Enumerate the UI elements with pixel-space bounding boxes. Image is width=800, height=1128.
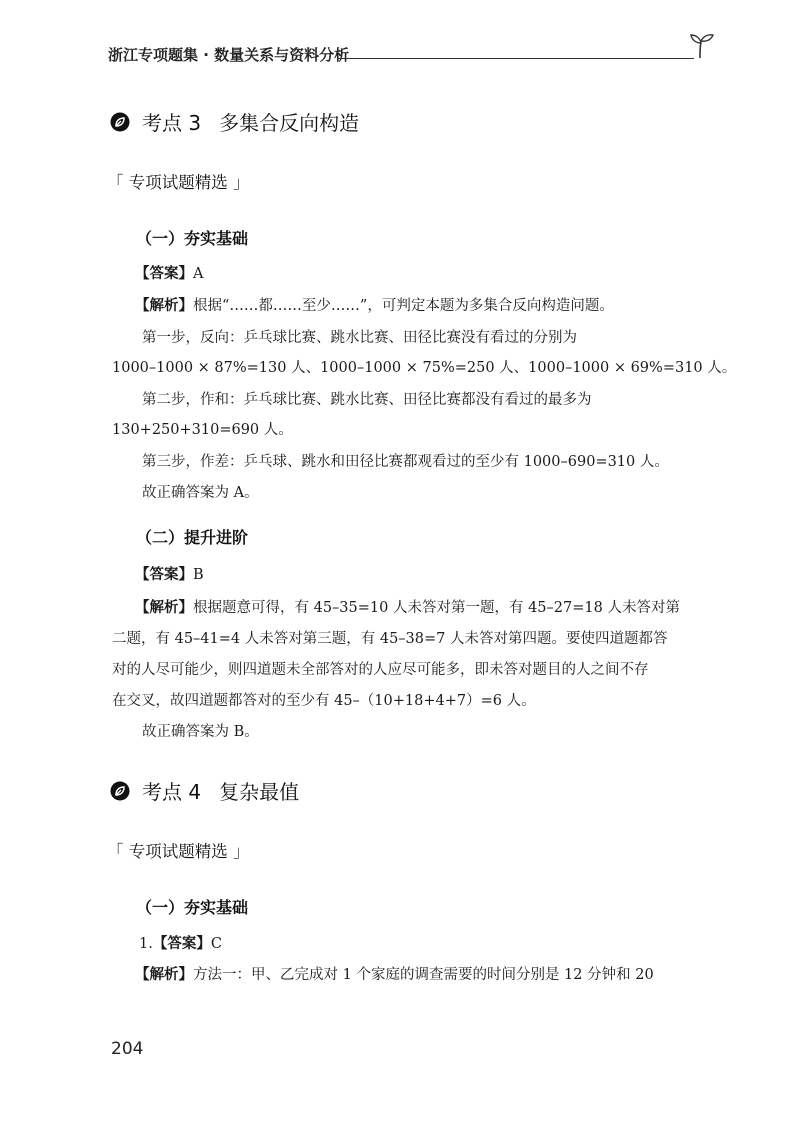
paragraph-text: 根据“……都……至少……”，可判定本题为多集合反向构造问题。 bbox=[193, 298, 614, 314]
section-heading-3 bbox=[110, 107, 359, 136]
paragraph-line: 第一步，反向：乒乓球比赛、跳水比赛、田径比赛没有看过的分别为 bbox=[142, 330, 577, 346]
answer-tag: 【答案】 bbox=[152, 936, 211, 952]
paragraph-line: 130+250+310=690 人。 bbox=[112, 422, 293, 438]
analysis-line bbox=[135, 596, 680, 617]
section-title: 多集合反向构造 bbox=[219, 111, 360, 135]
answer-value: B bbox=[193, 567, 204, 583]
sprout-icon bbox=[686, 30, 716, 60]
page-number: 204 bbox=[111, 1039, 144, 1059]
question-number: 1. bbox=[139, 936, 153, 952]
answer-line bbox=[135, 563, 204, 584]
part-title: （一）夯实基础 bbox=[136, 898, 249, 917]
paragraph-line: 在交叉，故四道题都答对的至少有 45–（10+18+4+7）=6 人。 bbox=[112, 693, 536, 709]
paragraph-text: 方法一：甲、乙完成对 1 个家庭的调查需要的时间分别是 12 分钟和 20 bbox=[193, 967, 654, 983]
answer-value: C bbox=[210, 936, 222, 952]
answer-line bbox=[135, 262, 203, 283]
paragraph-line: 第三步，作差：乒乓球、跳水和田径比赛都观看过的至少有 1000–690=310 人。 bbox=[142, 454, 669, 470]
analysis-tag: 【解析】 bbox=[135, 600, 193, 616]
answer-value: A bbox=[193, 266, 204, 282]
leaf-badge-icon bbox=[110, 112, 130, 132]
answer-line bbox=[139, 932, 222, 953]
subsection-bracket-title: 「 专项试题精选 」 bbox=[107, 842, 250, 861]
section-number: 考点 4 bbox=[142, 780, 202, 804]
section-heading-4 bbox=[110, 776, 299, 805]
leaf-badge-icon bbox=[110, 781, 130, 801]
running-head: 浙江专项题集 · 数量关系与资料分析 bbox=[108, 46, 350, 64]
paragraph-line: 故正确答案为 B。 bbox=[142, 724, 259, 740]
analysis-tag: 【解析】 bbox=[135, 967, 193, 983]
paragraph-line: 故正确答案为 A。 bbox=[142, 485, 259, 501]
paragraph-text: 根据题意可得，有 45–35=10 人未答对第一题，有 45–27=18 人未答对第 bbox=[193, 600, 680, 616]
paragraph-line: 二题，有 45–41=4 人未答对第三题，有 45–38=7 人未答对第四题。要使四道题都答 bbox=[112, 631, 668, 647]
answer-tag: 【答案】 bbox=[135, 266, 193, 282]
answer-tag: 【答案】 bbox=[135, 567, 193, 583]
paragraph-line: 1000–1000 × 87%=130 人、1000–1000 × 75%=250 人、1000–1000 × 69%=310 人。 bbox=[112, 360, 737, 376]
part-title: （二）提升进阶 bbox=[136, 528, 249, 547]
paragraph-line: 第二步，作和：乒乓球比赛、跳水比赛、田径比赛都没有看过的最多为 bbox=[142, 392, 592, 408]
part-title: （一）夯实基础 bbox=[136, 229, 249, 248]
analysis-line bbox=[135, 963, 654, 984]
analysis-line bbox=[135, 294, 614, 315]
analysis-tag: 【解析】 bbox=[135, 298, 193, 314]
section-title: 复杂最值 bbox=[219, 780, 300, 804]
header-rule bbox=[338, 58, 694, 59]
subsection-bracket-title: 「 专项试题精选 」 bbox=[107, 173, 250, 192]
section-number: 考点 3 bbox=[142, 111, 202, 135]
paragraph-line: 对的人尽可能少，则四道题未全部答对的人应尽可能多，即未答对题目的人之间不存 bbox=[112, 662, 649, 678]
